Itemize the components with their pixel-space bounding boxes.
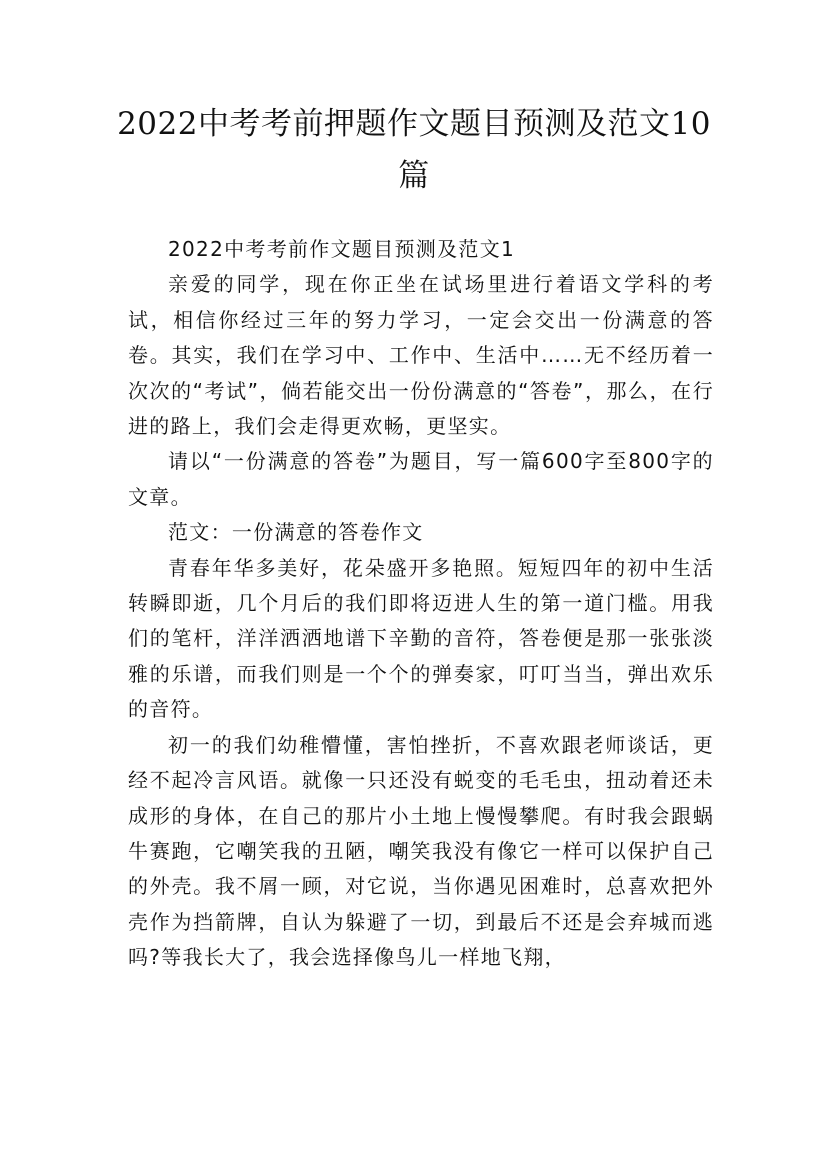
essay-paragraph: 青春年华多美好，花朵盛开多艳照。短短四年的初中生活转瞬即逝，几个月后的我们即将迈进人生的第一道门槛。用我们的笔杆，洋洋洒洒地谱下辛勤的音符，答卷便是那一张张淡雅的乐谱，而我们则是一个个的弹奏家，叮叮当当，弹出欢乐的音符。 [128,555,714,722]
prompt-paragraph: 亲爱的同学，现在你正坐在试场里进行着语文学科的考试，相信你经过三年的努力学习，一定会交出一份满意的答卷。其实，我们在学习中、工作中、生活中……无不经历着一次次的“考试”，倘若能交出一份份满意的“答卷”，那么，在行进的路上，我们会走得更欢畅，更坚实。 [128,272,714,439]
document-body [128,232,714,976]
document-title: 2022中考考前押题作文题目预测及范文10篇 [117,106,711,194]
essay-paragraph: 初一的我们幼稚懵懂，害怕挫折，不喜欢跟老师谈话，更经不起冷言风语。就像一只还没有蜕变的毛毛虫，扭动着还未成形的身体，在自己的那片小土地上慢慢攀爬。有时我会跟蜗牛赛跑，它嘲笑我的丑陋，嘲笑我没有像它一样可以保护自己的外壳。我不屑一顾，对它说，当你遇见困难时，总喜欢把外壳作为挡箭牌，自认为躲避了一切，到最后不还是会弃城而逃吗?等我长大了，我会选择像鸟儿一样地飞翔， [128,732,714,970]
section-title: 2022中考考前作文题目预测及范文1 [168,237,516,261]
essay-heading: 范文：一份满意的答卷作文 [168,520,424,545]
prompt-instruction: 请以“一份满意的答卷”为题目，写一篇600字至800字的文章。 [128,449,714,509]
